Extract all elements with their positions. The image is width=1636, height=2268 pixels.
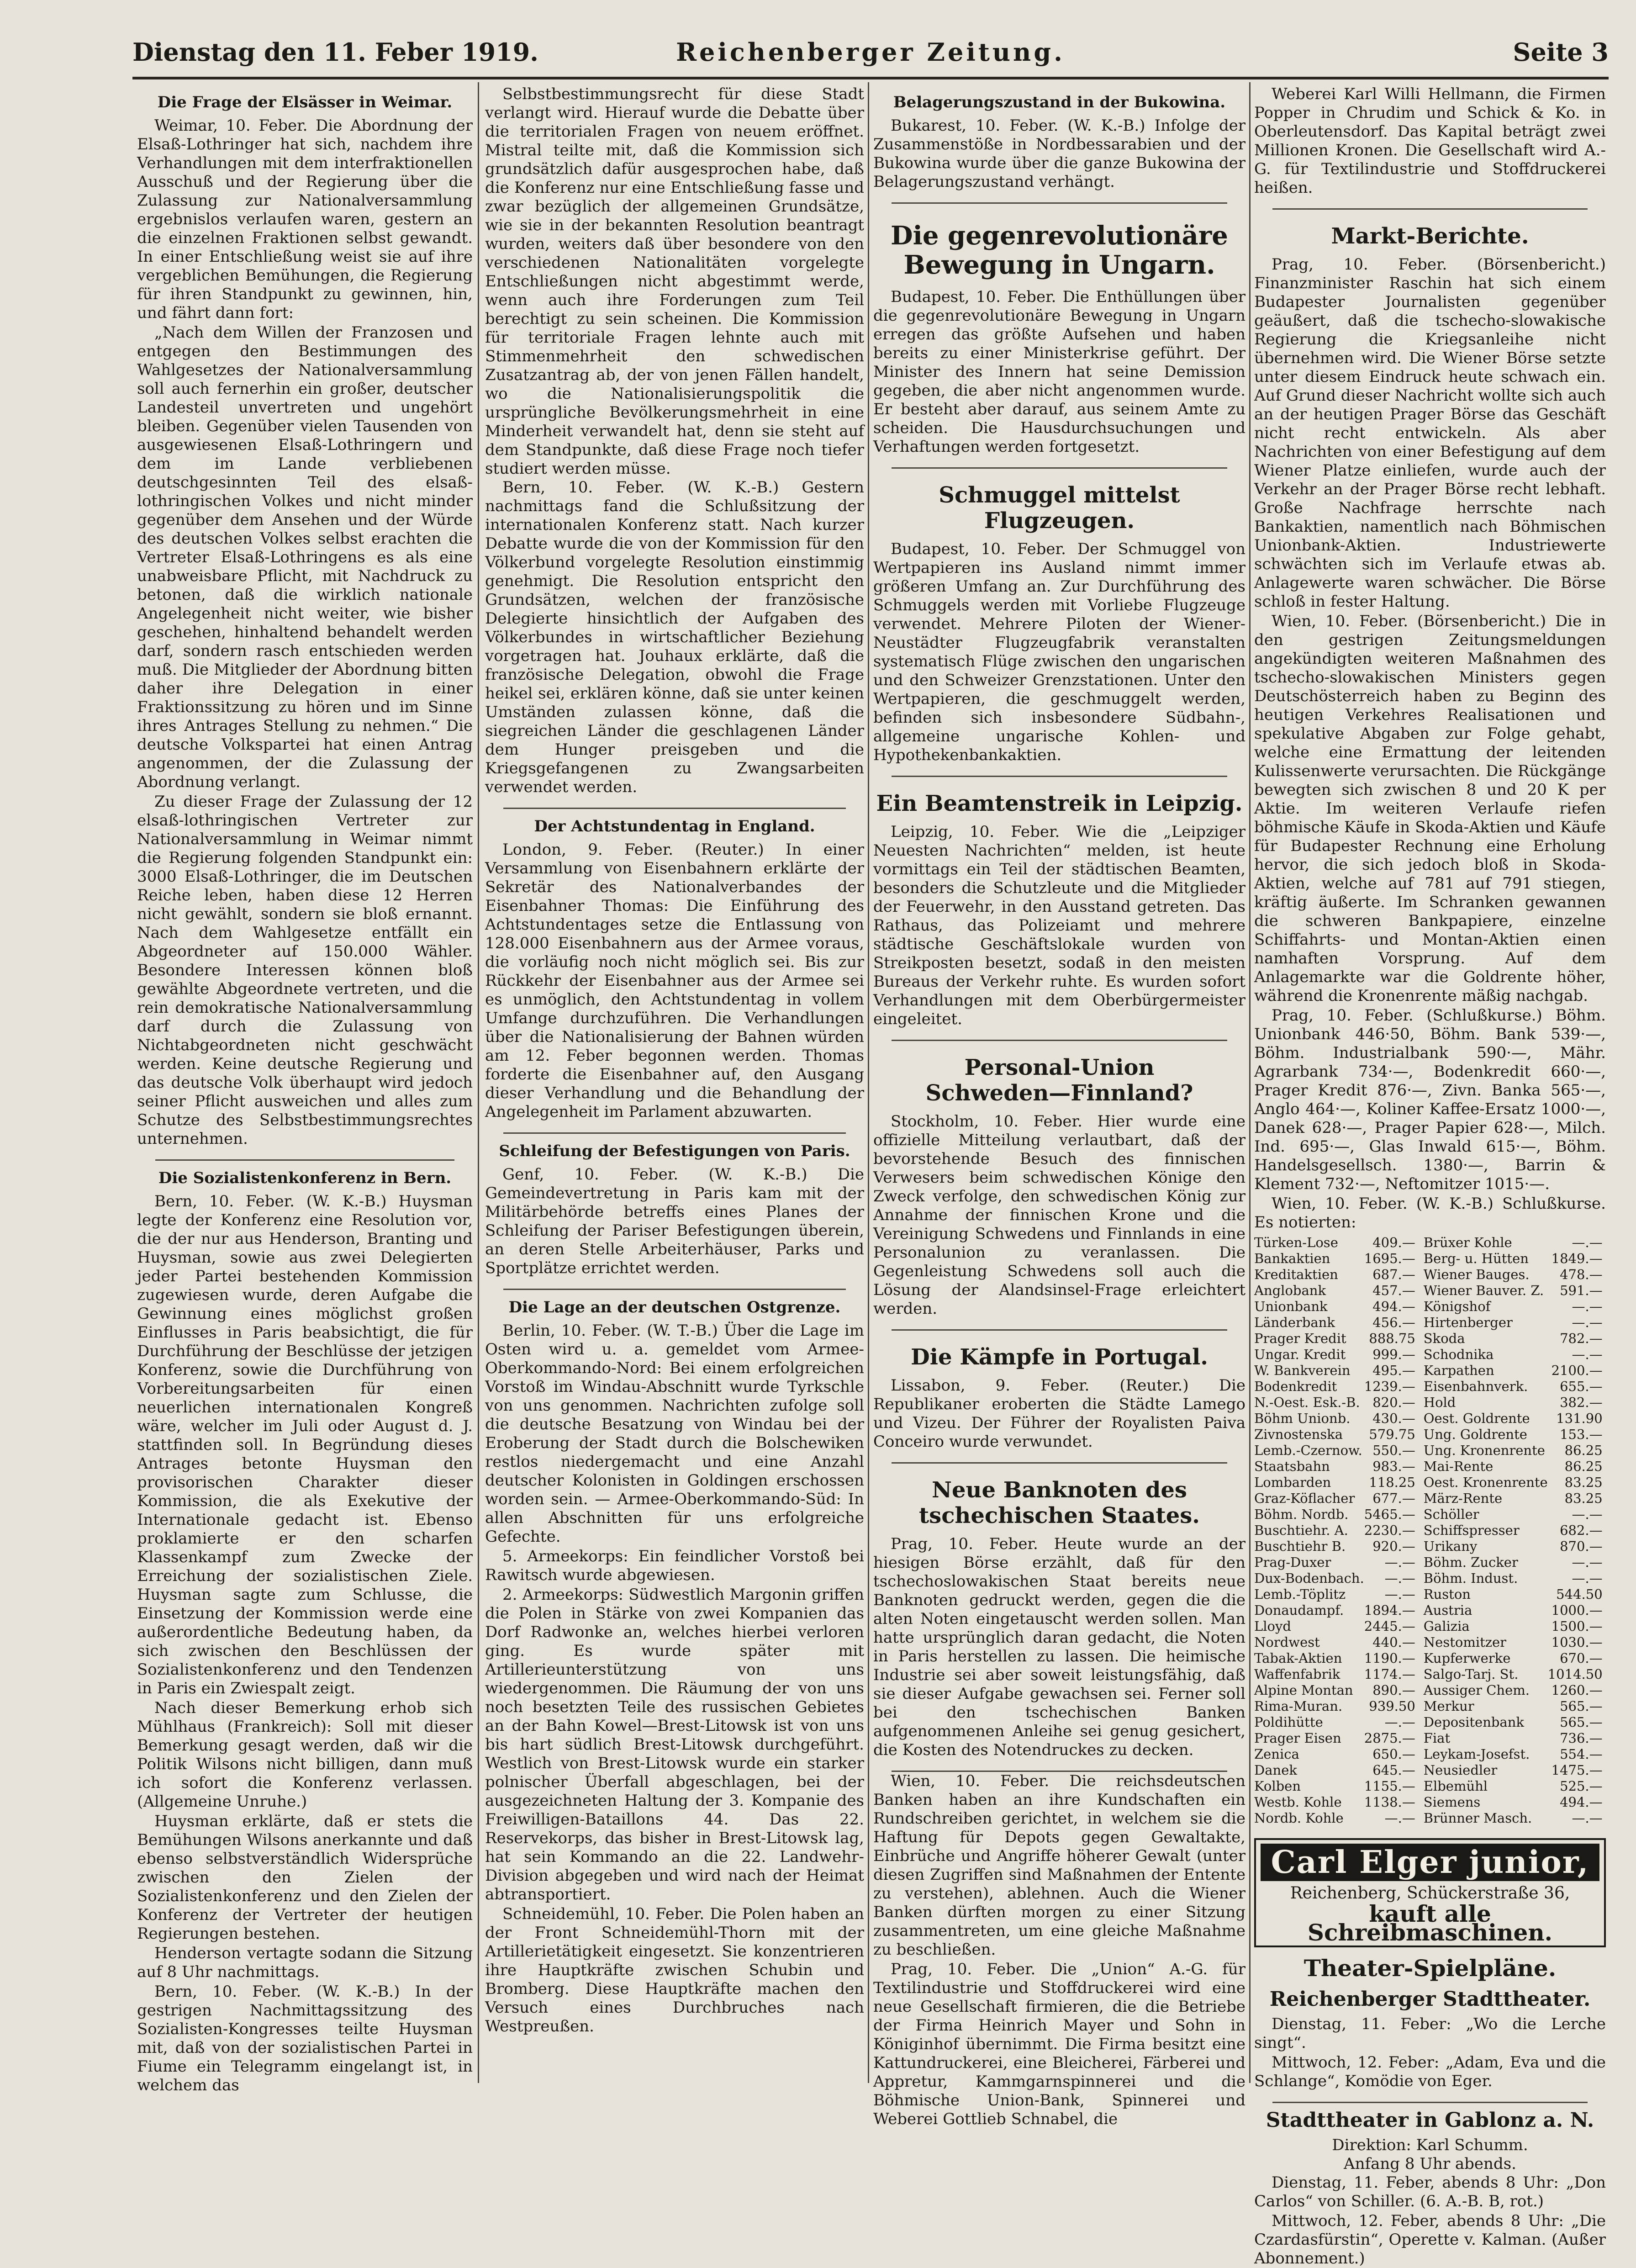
quote-value: 565.— xyxy=(1560,1698,1603,1714)
quote-value: 655.— xyxy=(1560,1379,1603,1394)
quote-row xyxy=(1254,1235,1611,1251)
quote-value: 939.50 xyxy=(1369,1698,1415,1714)
quote-value: 2875.— xyxy=(1364,1730,1415,1746)
section-headline: Theater-Spielpläne. xyxy=(1304,1955,1557,1982)
theater-program: Mittwoch, 12. Feber, abends 8 Uhr: „Die Czardasfürstin“, Operette v. Kalman. (Außer Abonnement.) xyxy=(1254,2212,1606,2268)
article-headline: Ein Beamtenstreik in Leipzig. xyxy=(876,791,1243,816)
quote-name: W. Bankverein xyxy=(1254,1363,1351,1378)
quote-row xyxy=(1254,1698,1611,1714)
article-paragraph: Huysman erklärte, daß er stets die Bemühungen Wilsons anerkannte und daß ebenso selbstverständlich Widersprüche zwischen den Zielen der Sozialistenkonferenz und den Zielen der Konferenz der Vertreter der heutigen Regierungen bestehen. xyxy=(137,1812,473,1943)
quote-row xyxy=(1254,1746,1611,1762)
quote-value: 650.— xyxy=(1372,1746,1415,1762)
quote-value: 1894.— xyxy=(1364,1602,1415,1618)
market-report-paragraph: Prag, 10. Feber. (Schlußkurse.) Böhm. Unionbank 446·50, Böhm. Bank 539·—, Böhm. Industrialbank 590·—, Mähr. Agrarbank 734·—, Bodenkredit 660·—, Prager Kredit 876·—, Zivn. Banka 565·—, Anglo 464·—, Koliner Kaffee-Ersatz 1000·—, Danek 628·—, Prager Papier 628·—, Milch. Ind. 695·—, Glas Inwald 615·—, Böhm. Handelsgesellsch. 1380·—, Barrin & Klement 732·—, Neftomitzer 1015·—. xyxy=(1254,1006,1606,1193)
quote-value: 456.— xyxy=(1372,1315,1415,1330)
quote-row xyxy=(1254,1714,1611,1730)
quote-name: Kupferwerke xyxy=(1423,1650,1511,1666)
quote-row xyxy=(1254,1507,1611,1523)
quote-name: Bodenkredit xyxy=(1254,1379,1337,1394)
quote-value: 983.— xyxy=(1372,1459,1415,1474)
quote-value: —.— xyxy=(1384,1714,1415,1730)
quote-value: 682.— xyxy=(1560,1523,1603,1538)
quote-name: Schöller xyxy=(1423,1507,1479,1522)
theater-program: Dienstag, 11. Feber: „Wo die Lerche singt“. xyxy=(1254,2015,1606,2052)
quote-name: Poldihütte xyxy=(1254,1714,1323,1730)
article-headline: Der Achtstundentag in England. xyxy=(534,817,815,835)
quote-name: Böhm. Nordb. xyxy=(1254,1507,1349,1522)
article-paragraph: Schneidemühl, 10. Feber. Die Polen haben an der Front Schneidemühl-Thorn mit der Artillerietätigkeit eingesetzt. Sie konzentrieren ihre Hauptkräfte zwischen Schubin und Bromberg. Diese Hauptkräfte machen den Versuch eines Durchbruches nach Westpreußen. xyxy=(485,1905,864,2035)
quote-row xyxy=(1254,1810,1611,1826)
quote-value: 2100.— xyxy=(1551,1363,1603,1378)
quote-value: 153.— xyxy=(1560,1427,1603,1442)
quote-name: März-Rente xyxy=(1423,1491,1503,1506)
article-paragraph: Lissabon, 9. Feber. (Reuter.) Die Republikaner eroberten die Städte Lamego und Vizeu. Der Führer der Royalisten Paiva Conceiro wurde verwundet. xyxy=(873,1376,1245,1451)
quote-value: —.— xyxy=(1384,1586,1415,1602)
column-divider xyxy=(478,82,479,2083)
quote-name: Elbemühl xyxy=(1423,1778,1488,1794)
quote-row xyxy=(1254,1283,1611,1299)
quote-row xyxy=(1254,1443,1611,1459)
quote-name: Staatsbahn xyxy=(1254,1459,1330,1474)
quote-row xyxy=(1254,1347,1611,1363)
quote-name: Ung. Goldrente xyxy=(1423,1427,1527,1442)
quote-value: 554.— xyxy=(1560,1746,1603,1762)
quote-value: 2445.— xyxy=(1364,1618,1415,1634)
quote-name: Bankaktien xyxy=(1254,1251,1330,1266)
quote-name: Schodnika xyxy=(1423,1347,1494,1362)
article-paragraph: Henderson vertagte sodann die Sitzung auf 8 Uhr nachmittags. xyxy=(137,1944,473,1981)
quote-row xyxy=(1254,1315,1611,1331)
quote-name: Nordwest xyxy=(1254,1634,1320,1650)
article-headline: Belagerungszustand in der Bukowina. xyxy=(893,93,1226,111)
quote-value: 382.— xyxy=(1560,1395,1603,1410)
article-headline: Schleifung der Befestigungen von Paris. xyxy=(499,1142,850,1160)
quote-value: 1190.— xyxy=(1364,1650,1415,1666)
quote-value: 1174.— xyxy=(1364,1666,1415,1682)
quote-value: 870.— xyxy=(1560,1538,1603,1554)
masthead xyxy=(132,37,1609,69)
quote-row xyxy=(1254,1523,1611,1538)
quote-name: Nordb. Kohle xyxy=(1254,1810,1344,1826)
column-2 xyxy=(485,85,864,2086)
quote-value: 999.— xyxy=(1372,1347,1415,1362)
quote-value: 645.— xyxy=(1372,1762,1415,1778)
column-3 xyxy=(873,85,1245,2128)
quote-value: —.— xyxy=(1572,1507,1603,1522)
quote-value: 1155.— xyxy=(1364,1778,1415,1794)
page-number: Seite 3 xyxy=(1513,37,1609,67)
theater-name: Reichenberger Stadttheater. xyxy=(1269,1988,1591,2011)
quote-name: Danek xyxy=(1254,1762,1297,1778)
quote-name: Leykam-Josefst. xyxy=(1423,1746,1530,1762)
quote-name: Lombarden xyxy=(1254,1475,1331,1490)
quote-value: 83.25 xyxy=(1564,1475,1603,1490)
article-separator xyxy=(1272,208,1588,210)
article-paragraph: Bern, 10. Feber. (W. K.-B.) Huysman legte der Konferenz eine Resolution vor, die der nur aus Henderson, Branting und Huysman, sowie aus zwei Delegierten jeder Partei bestehenden Kommission zugewiesen wurde, deren Aufgabe die Gewinnung eines möglichst großen Einflusses in Paris beabsichtigt, die für Durchführung der Beschlüsse der jetzigen Konferenz, sowie die Durchführung von Vorbereitungsarbeiten für einen neuerlichen internationalen Kongreß wäre, welcher im Juli oder August d. J. stattfinden soll. In Begründung dieses Antrages betonte Huysman den provisorischen Charakter dieser Kommission, die als Exekutive der Internationale gedacht ist. Ebenso proklamierte er den scharfen Klassenkampf zum Zwecke der Erreichung der sozialistischen Ziele. Huysman sagte zum Schlusse, die Einsetzung der Kommission werde eine außerordentliche Bedeutung haben, da sich zwischen den Beschlüssen der Sozialistenkonferenz und den Tendenzen in Paris ein Zwiespalt zeigt. xyxy=(137,1192,473,1697)
article-paragraph: „Nach dem Willen der Franzosen und entgegen den Bestimmungen des Wahlgesetzes der Nationalversammlung soll auch fernerhin ein großer, deutscher Landesteil unvertreten und ungehört bleiben. Gegenüber vielen Tausenden von ausgewiesenen Elsaß-Lothringern und dem im Lande verbliebenen deutschgesinnten Teil des elsaß-lothringischen Volkes und nicht minder gegenüber dem Ansehen und der Würde des deutschen Volkes selbst erachten die Vertreter Elsaß-Lothringens es als eine unabweisbare Pflicht, mit Nachdruck zu betonen, daß die wirklich nationale Angelegenheit nicht weiter, wie bisher geschehen, hinhaltend behandelt werden darf, sondern rasch entschieden werden muß. Die Mitglieder der Abordnung bitten daher ihre Delegation in einer Fraktionssitzung zu hören und im Sinne ihres Antrages Stellung zu nehmen.“ Die deutsche Volkspartei hat einen Antrag angenommen, der die Zulassung der Abordnung verlangt. xyxy=(137,323,473,791)
quote-name: Anglobank xyxy=(1254,1283,1326,1298)
quote-name: Wiener Bauges. xyxy=(1423,1267,1530,1282)
quote-name: Oest. Kronenrente xyxy=(1423,1475,1548,1490)
article-headline: Neue Banknoten des xyxy=(932,1477,1187,1503)
quote-name: Nestomitzer xyxy=(1423,1634,1507,1650)
quote-value: 890.— xyxy=(1372,1682,1415,1698)
article-separator xyxy=(892,1329,1227,1331)
quote-value: 83.25 xyxy=(1564,1491,1603,1506)
quote-row xyxy=(1254,1491,1611,1507)
quote-name: Länderbank xyxy=(1254,1315,1335,1330)
quote-value: —.— xyxy=(1572,1347,1603,1362)
quote-name: Böhm. Indust. xyxy=(1423,1570,1518,1586)
quote-row xyxy=(1254,1538,1611,1554)
article-headline: Schweden—Finnland? xyxy=(925,1080,1193,1106)
article-separator xyxy=(892,202,1227,204)
quote-name: Prag-Duxer xyxy=(1254,1554,1331,1570)
quote-value: 131.90 xyxy=(1556,1411,1603,1426)
quote-value: 494.— xyxy=(1560,1794,1603,1810)
article-headline: Die Sozialistenkonferenz in Bern. xyxy=(158,1169,452,1187)
article-separator xyxy=(503,808,846,809)
article-paragraph: Prag, 10. Feber. Heute wurde an der hiesigen Börse erzählt, daß für den tschechoslowakischen Staat bereits neue Banknoten gedruckt werden, gegen die die alten Noten eingetauscht werden sollen. Man hatte ursprünglich daran gedacht, die Noten in Paris herstellen zu lassen. Die heimische Industrie sei aber soweit leistungsfähig, daß sie dieser Aufgabe gewachsen sei. Ferner soll bei den tschechischen Banken aufgenommenen Anleihe sei genug gesichert, die Kosten des Notendruckes zu decken. xyxy=(873,1535,1245,1759)
quote-row xyxy=(1254,1411,1611,1427)
quote-name: Alpine Montan xyxy=(1254,1682,1353,1698)
quote-value: 1475.— xyxy=(1551,1762,1603,1778)
quote-value: 888.75 xyxy=(1369,1331,1415,1346)
article-headline: Schmuggel mittelst Flugzeugen. xyxy=(939,482,1180,534)
quote-name: Austria xyxy=(1423,1602,1472,1618)
quote-name: Böhm. Zucker xyxy=(1423,1554,1518,1570)
quote-name: Rima-Muran. xyxy=(1254,1698,1343,1714)
quote-value: —.— xyxy=(1572,1554,1603,1570)
quote-name: Skoda xyxy=(1423,1331,1465,1346)
article-paragraph: Stockholm, 10. Feber. Hier wurde eine offizielle Mitteilung verlautbart, daß der bevorstehende Besuch des finnischen Verwesers beim schwedischen Könige den Zweck verfolge, den schwedischen König zur Annahme der finnischen Krone und die Vereinigung Schwedens und Finnlands in eine Personalunion zu veranlassen. Die Gegenleistung Schwedens soll auch die Lösung der Alandsinsel-Frage erleichtert werden. xyxy=(873,1112,1245,1318)
quote-name: Buschtiehr B. xyxy=(1254,1538,1346,1554)
article-headline: tschechischen Staates. xyxy=(919,1503,1200,1528)
quote-value: 86.25 xyxy=(1564,1443,1603,1458)
quote-value: —.— xyxy=(1572,1570,1603,1586)
quote-name: Eisenbahnverk. xyxy=(1423,1379,1528,1394)
quote-value: 430.— xyxy=(1372,1411,1415,1426)
quote-name: Aussiger Chem. xyxy=(1423,1682,1530,1698)
quote-name: Depositenbank xyxy=(1423,1714,1524,1730)
quote-value: 1849.— xyxy=(1551,1251,1603,1266)
quote-row xyxy=(1254,1682,1611,1698)
theater-start-time: Anfang 8 Uhr abends. xyxy=(1344,2155,1516,2173)
quote-value: 86.25 xyxy=(1564,1459,1603,1474)
quote-name: Mai-Rente xyxy=(1423,1459,1494,1474)
quote-row xyxy=(1254,1730,1611,1746)
quote-row xyxy=(1254,1762,1611,1778)
quote-row xyxy=(1254,1570,1611,1586)
article-headline: Die gegenrevolutionäre Bewegung in Ungarn. xyxy=(891,221,1228,280)
quote-value: —.— xyxy=(1384,1570,1415,1586)
quote-value: 2230.— xyxy=(1364,1523,1415,1538)
article-paragraph: Prag, 10. Feber. Die „Union“ A.-G. für Textilindustrie und Stoffdruckerei wird eine neue Gesellschaft firmieren, die die Betriebe der Firma Heinrich Mayer und Sohn in Königinhof übernimmt. Die Firma besitzt eine Kattundruckerei, eine Bleicherei, Färberei und Appretur, Kammgarnspinnerei und die Böhmische Union-Bank, Spinnerei und Weberei Gottlieb Schnabel, die xyxy=(873,1960,1245,2128)
quote-name: Lemb.-Töplitz xyxy=(1254,1586,1346,1602)
quote-value: —.— xyxy=(1572,1315,1603,1330)
quote-name: Lemb.-Czernow. xyxy=(1254,1443,1362,1458)
quote-value: 550.— xyxy=(1372,1443,1415,1458)
article-paragraph: Selbstbestimmungsrecht für diese Stadt verlangt wird. Hierauf wurde die Debatte über die territorialen Fragen von neuem eröffnet. Mistral teilte mit, daß die Kommission sich grundsätzlich dafür ausgesprochen habe, daß die Konferenz nur eine Entschließung fasse und zwar bezüglich der allgemeinen Grundsätze, wie sie in der bekannten Resolution beantragt wurden, weiters daß über besondere von den verschiedenen Nationalitäten vorgelegte Entschließungen nicht abgestimmt werde, wenn auch ihre Forderungen zum Teil berechtigt zu sein scheinen. Die Kommission für territoriale Fragen lehnte auch mit Stimmenmehrheit den schwedischen Zusatzantrag ab, der von jenen Fällen handelt, wo die Nationalisierungspolitik die ursprüngliche Bevölkerungsmehrheit in eine Minderheit verwandelt hat, denn sie steht auf dem Standpunkte, daß diese Frage noch tiefer studiert werden müsse. xyxy=(485,85,864,478)
advertisement-slogan: kauft alle Schreibmaschinen. xyxy=(1307,1900,1553,1946)
quote-value: 1138.— xyxy=(1364,1794,1415,1810)
quote-value: 525.— xyxy=(1560,1778,1603,1794)
quote-row xyxy=(1254,1379,1611,1395)
quote-name: Kreditaktien xyxy=(1254,1267,1338,1282)
quote-value: 494.— xyxy=(1372,1299,1415,1314)
quote-name: Ruston xyxy=(1423,1586,1471,1602)
quote-name: Ung. Kronenrente xyxy=(1423,1443,1545,1458)
quote-row xyxy=(1254,1618,1611,1634)
quote-row xyxy=(1254,1299,1611,1315)
theater-program: Dienstag, 11. Feber, abends 8 Uhr: „Don Carlos“ von Schiller. (6. A.-B. B, rot.) xyxy=(1254,2173,1606,2210)
quote-value: 677.— xyxy=(1372,1491,1415,1506)
quote-name: Berg- u. Hütten xyxy=(1423,1251,1529,1266)
advertisement xyxy=(1254,1838,1606,1947)
column-divider xyxy=(868,82,869,2083)
quote-name: Hold xyxy=(1423,1395,1456,1410)
stock-quotes-table xyxy=(1254,1235,1611,1826)
quote-row xyxy=(1254,1427,1611,1443)
theater-name: Stadttheater in Gablonz a. N. xyxy=(1266,2109,1594,2132)
quote-value: 544.50 xyxy=(1556,1586,1603,1602)
quote-value: 1239.— xyxy=(1364,1379,1415,1394)
quote-value: 670.— xyxy=(1560,1650,1603,1666)
quote-row xyxy=(1254,1602,1611,1618)
article-separator xyxy=(1272,2102,1588,2103)
quote-name: Karpathen xyxy=(1423,1363,1494,1378)
quote-name: Waffenfabrik xyxy=(1254,1666,1340,1682)
theater-program: Mittwoch, 12. Feber: „Adam, Eva und die Schlange“, Komödie von Eger. xyxy=(1254,2053,1606,2090)
article-separator xyxy=(503,1132,846,1134)
article-separator xyxy=(503,1289,846,1290)
quote-name: Prager Eisen xyxy=(1254,1730,1341,1746)
article-separator xyxy=(892,1040,1227,1041)
quote-value: 591.— xyxy=(1560,1283,1603,1298)
quote-row xyxy=(1254,1331,1611,1347)
article-paragraph: Weimar, 10. Feber. Die Abordnung der Elsaß-Lothringer hat sich, nachdem ihre Verhandlungen mit dem interfraktionellen Ausschuß und der Regierung über die Zulassung zur Nationalversammlung ergebnislos verlaufen waren, gestern an die einzelnen Fraktionen selbst gewandt. In einer Entschließung weist sie auf ihre vergeblichen Bemühungen, die Regierung für ihren Standpunkt zu gewinnen, hin, und fährt dann fort: xyxy=(137,116,473,322)
quote-name: Siemens xyxy=(1423,1794,1481,1810)
quote-value: 478.— xyxy=(1560,1267,1603,1282)
quote-name: Lloyd xyxy=(1254,1618,1291,1634)
article-headline: Die Frage der Elsässer in Weimar. xyxy=(157,93,453,111)
quote-row xyxy=(1254,1395,1611,1411)
quote-name: Königshof xyxy=(1423,1299,1491,1314)
article-paragraph: Genf, 10. Feber. (W. K.-B.) Die Gemeindevertretung in Paris kam mit der Militärbehörde betreffs eines Planes der Schleifung der Pariser Befestigungen überein, an deren Stelle Arbeiterhäuser, Parks und Sportplätze errichtet werden. xyxy=(485,1165,864,1277)
column-1 xyxy=(137,85,473,2094)
advertiser-address: Reichenberg, Schückerstraße 36, xyxy=(1290,1884,1570,1903)
article-paragraph: Weberei Karl Willi Hellmann, die Firmen Popper in Chrudim und Schick & Ko. in Oberleutensdorf. Das Kapital beträgt zwei Millionen Kronen. Die Gesellschaft wird A.-G. für Textilindustrie und Stoffdruckerei heißen. xyxy=(1254,85,1606,197)
quote-name: Hirtenberger xyxy=(1423,1315,1513,1330)
article-paragraph: Bukarest, 10. Feber. (W. K.-B.) Infolge der Zusammenstöße in Nordbessarabien und der Bukowina wurde über die ganze Bukowina der Belagerungszustand verhängt. xyxy=(873,116,1245,191)
article-paragraph: Bern, 10. Feber. (W. K.-B.) Gestern nachmittags fand die Schlußsitzung der internationalen Konferenz statt. Nach kurzer Debatte wurde die von der Kommission für den Völkerbund vorgelegte Resolution einstimmig genehmigt. Die Resolution entspricht den Grundsätzen, welchen der französische Delegierte hinsichtlich der Aufgaben des Völkerbundes in wirtschaftlicher Beziehung vorgetragen hat. Jouhaux erklärte, daß die französische Delegation, obwohl die Frage heikel sei, erklären könne, daß sie unter keinen Umständen zulassen könne, daß die siegreichen Länder die geschlagenen Länder dem Hunger preisgeben und die Kriegsgefangenen zu Zwangsarbeiten verwendet werden. xyxy=(485,478,864,796)
quote-value: 1014.50 xyxy=(1547,1666,1603,1682)
article-paragraph: 5. Armeekorps: Ein feindlicher Vorstoß bei Rawitsch wurde abgewiesen. xyxy=(485,1547,864,1584)
section-headline: Markt-Berichte. xyxy=(1331,223,1529,249)
quote-row xyxy=(1254,1666,1611,1682)
quote-row xyxy=(1254,1554,1611,1570)
quote-value: 409.— xyxy=(1372,1235,1415,1250)
quote-name: Türken-Lose xyxy=(1254,1235,1338,1250)
quote-value: 1000.— xyxy=(1551,1602,1603,1618)
quote-name: Buschtiehr. A. xyxy=(1254,1523,1348,1538)
quote-name: Brüxer Kohle xyxy=(1423,1235,1512,1250)
quote-value: —.— xyxy=(1572,1299,1603,1314)
market-report-paragraph: Wien, 10. Feber. (Börsenbericht.) Die in den gestrigen Zeitungsmeldungen angekündigten weiteren Maßnahmen des tschecho-slowakischen Ministers gegen Deutschösterreich haben zu Beginn des heutigen Verkehres Realisationen und spekulative Abgaben zur Folge gehabt, welche eine Ermattung der leitenden Kulissenwerte verursachten. Die Rückgänge bewegten sich zwischen 8 und 20 K per Aktie. Im weiteren Verlaufe riefen böhmische Käufe in Skoda-Aktien und Käufe für Budapester Rechnung eine Erholung hervor, die sich jedoch bloß in Skoda-Aktien, welche auf 781 auf 791 stiegen, kräftig äußerte. Im Schranken gewannen die schweren Bankpapiere, einzelne Schiffahrts- und Montan-Aktien einen namhaften Vorsprung. Auf dem Anlagemarkte war die Goldrente höher, während die Kronenrente mäßig nachgab. xyxy=(1254,612,1606,1005)
quote-name: Zenica xyxy=(1254,1746,1299,1762)
quote-name: Wiener Bauver. Z. xyxy=(1423,1283,1544,1298)
market-report-paragraph: Wien, 10. Feber. (W. K.-B.) Schlußkurse. Es notierten: xyxy=(1254,1195,1606,1232)
quote-value: —.— xyxy=(1572,1235,1603,1250)
quote-value: 579.75 xyxy=(1369,1427,1415,1442)
article-paragraph: Budapest, 10. Feber. Die Enthüllungen über die gegenrevolutionäre Bewegung in Ungarn erregen das größte Aufsehen und haben bereits zu einer Ministerkrise geführt. Der Minister des Innern hat seine Demission gegeben, die aber nicht angenommen wurde. Er besteht aber darauf, aus seinem Amte zu scheiden. Die Hausdurchsuchungen und Verhaftungen werden fortgesetzt. xyxy=(873,288,1245,456)
quote-name: Brünner Masch. xyxy=(1423,1810,1532,1826)
theater-direction: Direktion: Karl Schumm. xyxy=(1332,2136,1528,2154)
quote-name: Merkur xyxy=(1423,1698,1474,1714)
quote-name: Galizia xyxy=(1423,1618,1470,1634)
quote-name: Schiffspresser xyxy=(1423,1523,1520,1538)
quote-name: Dux-Bodenbach. xyxy=(1254,1570,1364,1586)
article-separator xyxy=(892,467,1227,469)
article-separator xyxy=(892,776,1227,777)
column-4 xyxy=(1254,85,1606,2268)
article-paragraph: Leipzig, 10. Feber. Wie die „Leipziger Neuesten Nachrichten“ melden, ist heute vormittags ein Teil der städtischen Beamten, besonders die Schutzleute und die Mitglieder der Feuerwehr, in den Ausstand getreten. Das Rathaus, das Polizeiamt und mehrere städtische Geschäftslokale wurden von Streikposten besetzt, sodaß in den meisten Bureaus der Verkehr ruhte. Es wurden sofort Verhandlungen mit dem Oberbürgermeister eingeleitet. xyxy=(873,823,1245,1028)
quote-value: 1260.— xyxy=(1551,1682,1603,1698)
quote-value: 457.— xyxy=(1372,1283,1415,1298)
quote-value: —.— xyxy=(1384,1810,1415,1826)
article-headline: Die Lage an der deutschen Ostgrenze. xyxy=(508,1298,841,1316)
article-headline: Personal-Union xyxy=(964,1055,1155,1080)
quote-name: Graz-Köflacher xyxy=(1254,1491,1355,1506)
article-paragraph: Berlin, 10. Feber. (W. T.-B.) Über die Lage im Osten wird u. a. gemeldet vom Armee-Oberkommando-Nord: Bei einem erfolgreichen Vorstoß im Windau-Abschnitt wurde Tyrkschle von uns genommen. Nachrichten zufolge soll die deutsche Besatzung von Windau bei der Eroberung der Stadt durch die Bolschewiken restlos niedergemacht und eine Anzahl deutscher Kolonisten in Goldingen erschossen worden sein. — Armee-Oberkommando-Süd: In allen Abschnitten für uns erfolgreiche Gefechte. xyxy=(485,1322,864,1546)
quote-name: Zivnostenska xyxy=(1254,1427,1343,1442)
quote-name: Salgo-Tarj. St. xyxy=(1423,1666,1519,1682)
article-separator xyxy=(155,1159,454,1161)
quote-name: Böhm Unionb. xyxy=(1254,1411,1351,1426)
quote-name: Unionbank xyxy=(1254,1299,1328,1314)
quote-row xyxy=(1254,1459,1611,1475)
quote-name: N.-Oest. Esk.-B. xyxy=(1254,1395,1360,1410)
quote-value: 1500.— xyxy=(1551,1618,1603,1634)
quote-row xyxy=(1254,1586,1611,1602)
quote-value: 920.— xyxy=(1372,1538,1415,1554)
quote-value: 1030.— xyxy=(1551,1634,1603,1650)
quote-value: —.— xyxy=(1384,1554,1415,1570)
quote-value: 1695.— xyxy=(1364,1251,1415,1266)
quote-row xyxy=(1254,1475,1611,1491)
article-separator xyxy=(892,1462,1227,1464)
quote-value: —.— xyxy=(1572,1810,1603,1826)
quote-row xyxy=(1254,1634,1611,1650)
quote-value: 118.25 xyxy=(1369,1475,1415,1490)
quote-value: 5465.— xyxy=(1364,1507,1415,1522)
advertiser-name: Carl Elger junior, xyxy=(1261,1844,1599,1881)
quote-value: 495.— xyxy=(1372,1363,1415,1378)
quote-name: Westb. Kohle xyxy=(1254,1794,1342,1810)
quote-row xyxy=(1254,1794,1611,1810)
quote-value: 440.— xyxy=(1372,1634,1415,1650)
quote-row xyxy=(1254,1778,1611,1794)
quote-value: 565.— xyxy=(1560,1714,1603,1730)
quote-value: 736.— xyxy=(1560,1730,1603,1746)
article-paragraph: Bern, 10. Feber. (W. K.-B.) In der gestrigen Nachmittagssitzung des Sozialisten-Kongresses teilte Huysman mit, daß von der sozialistischen Partei in Fiume ein Telegramm eingelangt ist, in welchem das xyxy=(137,1983,473,2094)
quote-row xyxy=(1254,1650,1611,1666)
article-paragraph: Budapest, 10. Feber. Der Schmuggel von Wertpapieren ins Ausland nimmt immer größeren Umfang an. Zur Durchführung des Schmuggels werden mit Vorliebe Flugzeuge verwendet. Mehrere Piloten der Wiener-Neustädter Flugzeugfabrik veranstalten systematisch Flüge zwischen den ungarischen und den Schweizer Grenzstationen. Unter den Wertpapieren, die geschmuggelt werden, befinden sich insbesondere Südbahn-, allgemeine ungarische Kohlen- und Hypothekenbankaktien. xyxy=(873,540,1245,764)
article-paragraph: London, 9. Feber. (Reuter.) In einer Versammlung von Eisenbahnern erklärte der Sekretär des Nationalverbandes der Eisenbahner Thomas: Die Einführung des Achtstundentages setze die Entlassung von 128.000 Eisenbahnern aus der Armee voraus, die vorläufig noch nicht möglich sei. Bis zur Rückkehr der Eisenbahner aus der Armee sei es unmöglich, den Achtstundentag in vollem Umfange durchzuführen. Die Verhandlungen über die Nationalisierung der Bahnen würden am 12. Feber begonnen werden. Thomas forderte die Eisenbahner auf, den Ausgang dieser Verhandlung und die Behandlung der Angelegenheit im Parlament abzuwarten. xyxy=(485,841,864,1121)
quote-name: Neusiedler xyxy=(1423,1762,1498,1778)
quote-row xyxy=(1254,1251,1611,1267)
article-headline: Die Kämpfe in Portugal. xyxy=(911,1344,1208,1370)
quote-value: 687.— xyxy=(1372,1267,1415,1282)
quote-name: Ungar. Kredit xyxy=(1254,1347,1346,1362)
header-rule xyxy=(132,77,1609,79)
quote-value: 782.— xyxy=(1560,1331,1603,1346)
column-divider xyxy=(1249,82,1251,2083)
quote-name: Tabak-Aktien xyxy=(1254,1650,1342,1666)
quote-name: Prager Kredit xyxy=(1254,1331,1346,1346)
quote-name: Kolben xyxy=(1254,1778,1301,1794)
article-paragraph: Wien, 10. Feber. Die reichsdeutschen Banken haben an ihre Kundschaften ein Rundschreiben gerichtet, in welchem sie die Haftung für Depots gegen Gewaltakte, Einbrüche und Angriffe höherer Gewalt (unter diesen Zugriffen sind Maßnahmen der Entente zu verstehen), ablehnen. Auch die Wiener Banken dürften morgen zu einer Sitzung zusammentreten, um eine gleiche Maßnahme zu beschließen. xyxy=(873,1772,1245,1959)
article-paragraph: Nach dieser Bemerkung erhob sich Mühlhaus (Frankreich): Soll mit dieser Bemerkung gesagt werden, daß wir die Politik Wilsons nicht billigen, dann muß ich sofort die Konferenz verlassen. (Allgemeine Unruhe.) xyxy=(137,1699,473,1811)
quote-value: 820.— xyxy=(1372,1395,1415,1410)
quote-row xyxy=(1254,1267,1611,1283)
quote-row xyxy=(1254,1363,1611,1379)
newspaper-title: Reichenberger Zeitung. xyxy=(676,37,1065,67)
quote-name: Donaudampf. xyxy=(1254,1602,1344,1618)
market-report-paragraph: Prag, 10. Feber. (Börsenbericht.) Finanzminister Raschin hat sich einem Budapester Journalisten gegenüber geäußert, daß die tschecho-slowakische Regierung die Kriegsanleihe nicht übernehmen wird. Die Wiener Börse setzte unter diesem Eindruck heute schwach ein. Auf Grund dieser Nachricht wollte sich auch an der heutigen Prager Börse das Geschäft nicht recht entwickeln. Als aber Nachrichten von einer Befestigung auf dem Wiener Platze einliefen, wurde auch der Verkehr an der Prager Börse recht lebhaft. Große Nachfrage herrschte nach Bankaktien, namentlich nach Böhmischen Unionbank-Aktien. Industriewerte schwächten sich im Verlaufe etwas ab. Anlagewerte waren schwächer. Die Börse schloß in fester Haltung. xyxy=(1254,255,1606,611)
article-paragraph: 2. Armeekorps: Südwestlich Margonin griffen die Polen in Stärke von zwei Kompanien das Dorf Radwonke an, welches hierbei verloren ging. Es wurde später mit Artillerieunterstützung von uns wiedergenommen. Die Räumung der von uns noch besetzten Teile des russischen Gebietes an der Bahn Kowel—Brest-Litowsk ist von uns bis hart südlich Brest-Litowsk durchgeführt. Westlich von Brest-Litowsk wurde ein starker polnischer Überfall abgeschlagen, bei der ausgezeichneten Haltung der 3. Kompanie des Freiwilligen-Bataillons 44. Das 22. Reservekorps, das bisher in Brest-Litowsk lag, hat sein Kommando an die 22. Landwehr-Division abgegeben und wird nach der Heimat abtransportiert. xyxy=(485,1586,864,1903)
quote-name: Urikany xyxy=(1423,1538,1478,1554)
article-paragraph: Zu dieser Frage der Zulassung der 12 elsaß-lothringischen Vertreter zur Nationalversammlung in Weimar nimmt die Regierung folgenden Standpunkt ein: 3000 Elsaß-Lothringer, die im Deutschen Reiche leben, haben diese 12 Herren nicht gewählt, sondern sie bloß ernannt. Nach dem Wahlgesetze entfällt ein Abgeordneter auf 150.000 Wähler. Besondere Interessen können bloß gewählte Abgeordnete vertreten, und die rein demokratische Nationalversammlung darf durch die Zulassung von Nichtabgeordneten nicht geschwächt werden. Keine deutsche Regierung und das deutsche Volk überhaupt wird jedoch seiner Pflicht ausweichen und alles zum Schutze des Selbstbestimmungsrechtes unternehmen. xyxy=(137,793,473,1148)
quote-name: Fiat xyxy=(1423,1730,1451,1746)
quote-name: Oest. Goldrente xyxy=(1423,1411,1530,1426)
issue-date: Dienstag den 11. Feber 1919. xyxy=(132,37,538,67)
